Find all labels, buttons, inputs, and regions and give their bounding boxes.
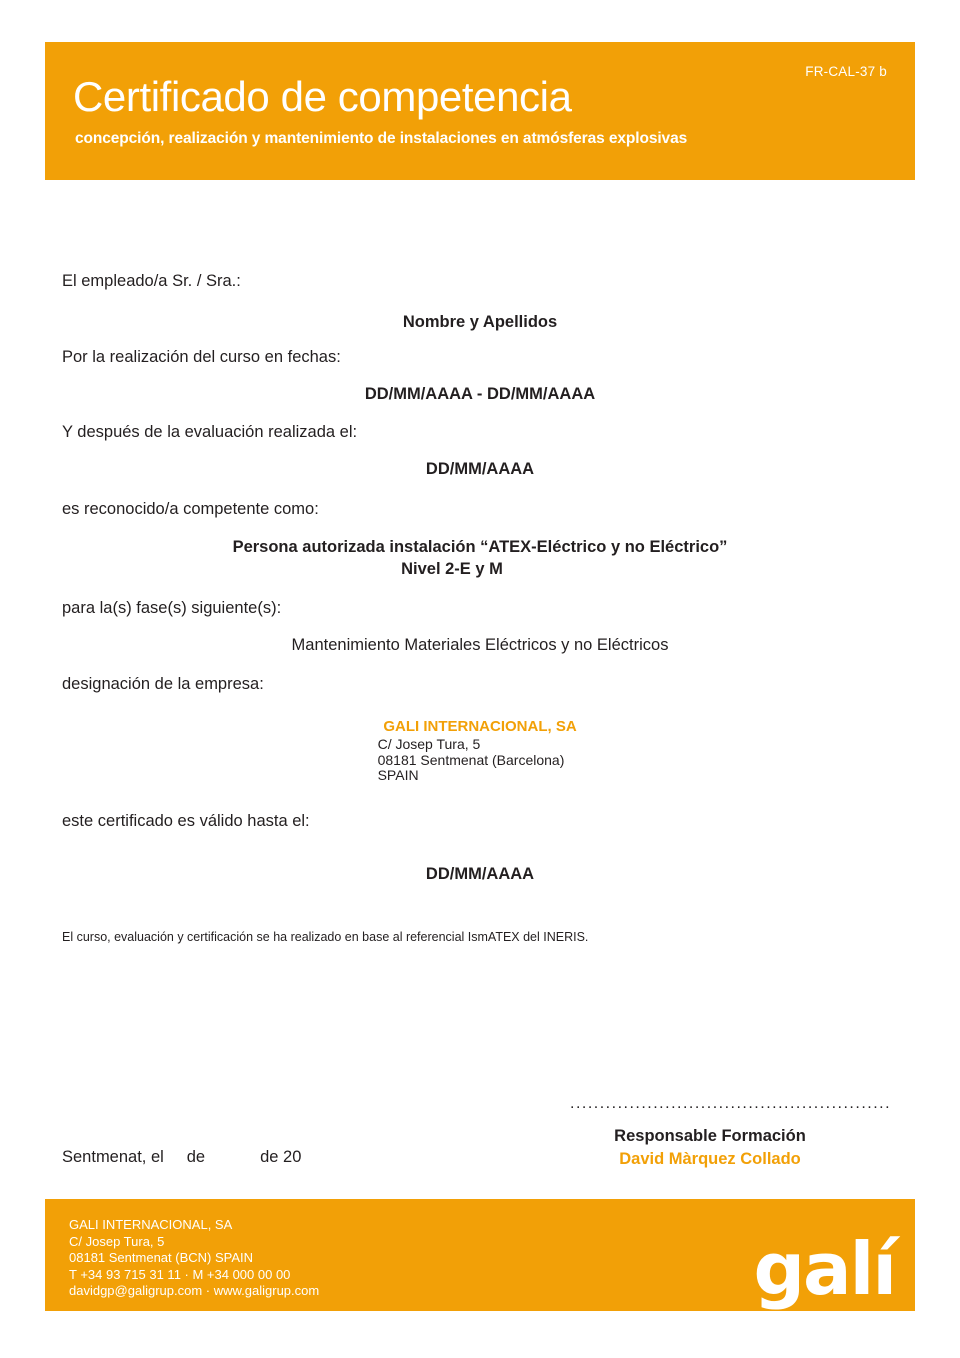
company-address-line2: 08181 Sentmenat (Barcelona) <box>377 751 565 768</box>
employee-value: Nombre y Apellidos <box>402 313 558 331</box>
signature-role: Responsable Formación <box>614 1127 806 1145</box>
phases-value: Mantenimiento Materiales Eléctricos y no Eléctricos <box>291 636 669 654</box>
signature-line: ...................................................... <box>570 1095 892 1112</box>
validity-label: este certificado es válido hasta el: <box>62 812 310 830</box>
company-block <box>0 718 960 785</box>
validity-value: DD/MM/AAAA <box>425 865 535 883</box>
footer-address: C/ Josep Tura, 5 <box>69 1233 165 1249</box>
place-date-line: Sentmenat, el de de 20 <box>62 1148 302 1166</box>
company-address-line1: C/ Josep Tura, 5 <box>377 736 481 752</box>
footer-email-web: davidgp@galigrup.com · www.galigrup.com <box>69 1283 320 1298</box>
footer-phone: T +34 93 715 31 11 · M +34 000 00 00 <box>69 1266 291 1282</box>
recognized-label: es reconocido/a competente como: <box>62 500 319 518</box>
evaluation-value: DD/MM/AAAA <box>425 460 535 478</box>
company-address <box>378 737 565 784</box>
phases-label: para la(s) fase(s) siguiente(s): <box>62 599 282 617</box>
employee-label: El empleado/a Sr. / Sra.: <box>62 272 241 290</box>
recognized-value-line2: Nivel 2-E y M <box>401 560 503 578</box>
page-title: Certificado de competencia <box>73 73 572 120</box>
footer-company: GALI INTERNACIONAL, SA <box>69 1217 233 1232</box>
footer-contact-block <box>69 1217 319 1300</box>
course-dates-value: DD/MM/AAAA - DD/MM/AAAA <box>364 385 596 403</box>
recognized-value-line1: Persona autorizada instalación “ATEX-Eléctrico y no Eléctrico” <box>232 538 728 556</box>
header-band <box>45 42 915 180</box>
company-label: designación de la empresa: <box>62 675 264 693</box>
form-code: FR-CAL-37 b <box>805 64 887 79</box>
page-subtitle: concepción, realización y mantenimiento de instalaciones en atmósferas explosivas <box>75 130 688 147</box>
footnote: El curso, evaluación y certificación se ha realizado en base al referencial IsmATEX del INERIS. <box>62 930 589 944</box>
footer-city: 08181 Sentmenat (BCN) SPAIN <box>69 1250 254 1265</box>
signature-name: David Màrquez Collado <box>619 1150 801 1168</box>
course-dates-label: Por la realización del curso en fechas: <box>62 348 341 366</box>
company-address-line3: SPAIN <box>377 767 419 783</box>
footer-band <box>45 1199 915 1311</box>
company-name: GALI INTERNACIONAL, SA <box>383 718 577 735</box>
gali-logo: galí <box>753 1227 895 1311</box>
evaluation-label: Y después de la evaluación realizada el: <box>62 423 358 441</box>
